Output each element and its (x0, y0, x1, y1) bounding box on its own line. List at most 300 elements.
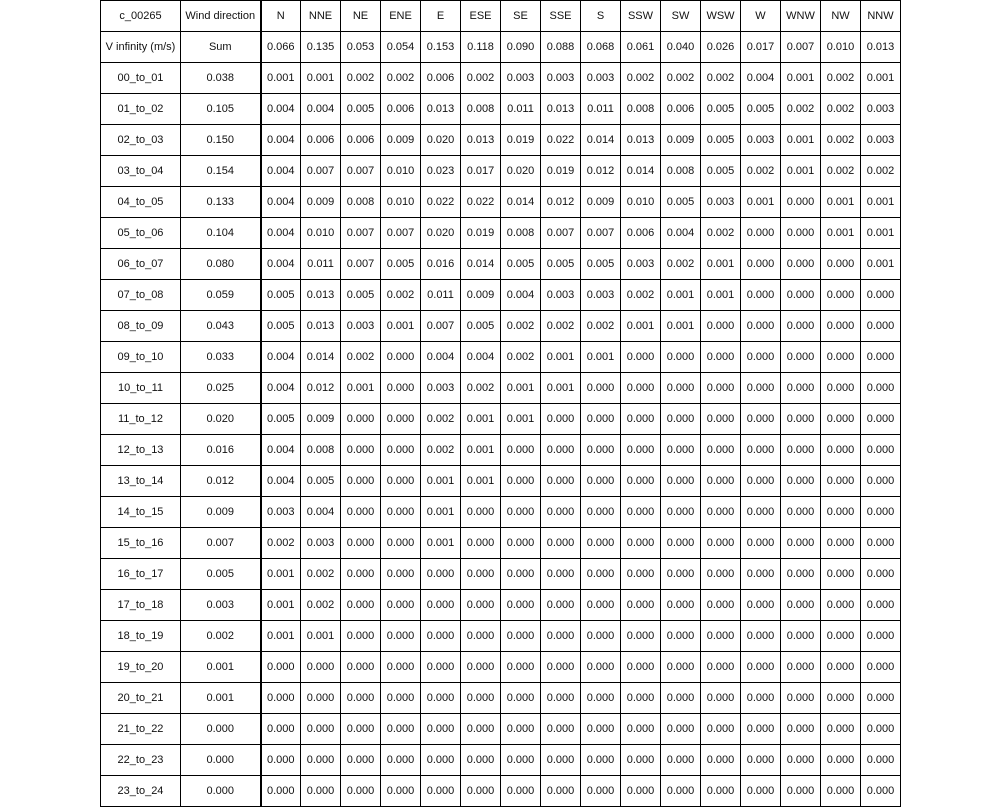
header-row (101, 1, 901, 32)
speed-bin-label: 19_to_20 (101, 652, 181, 683)
value-cell-se: 0.000 (501, 683, 541, 714)
value-cell-nne: 0.008 (301, 435, 341, 466)
value-cell-sse: 0.000 (541, 714, 581, 745)
value-cell-nw: 0.000 (821, 404, 861, 435)
value-cell-n: 0.005 (261, 311, 301, 342)
value-cell-s: 0.012 (581, 156, 621, 187)
value-cell-se: 0.001 (501, 373, 541, 404)
value-cell-ssw: 0.014 (621, 156, 661, 187)
value-cell-sw: 0.002 (661, 249, 701, 280)
value-cell-ssw: 0.000 (621, 404, 661, 435)
table-row (101, 776, 901, 807)
value-cell-sse: 0.000 (541, 497, 581, 528)
value-cell-sse: 0.012 (541, 187, 581, 218)
value-cell-ne: 0.007 (341, 156, 381, 187)
row-sum: 0.007 (181, 528, 261, 559)
value-cell-ese: 0.017 (461, 156, 501, 187)
value-cell-ssw: 0.000 (621, 683, 661, 714)
value-cell-e: 0.001 (421, 466, 461, 497)
value-cell-sse: 0.000 (541, 466, 581, 497)
value-cell-se: 0.000 (501, 776, 541, 807)
value-cell-ssw: 0.006 (621, 218, 661, 249)
value-cell-wnw: 0.000 (781, 776, 821, 807)
speed-bin-label: 23_to_24 (101, 776, 181, 807)
value-cell-nw: 0.000 (821, 528, 861, 559)
value-cell-sse: 0.005 (541, 249, 581, 280)
value-cell-sse: 0.003 (541, 63, 581, 94)
value-cell-s: 0.000 (581, 714, 621, 745)
value-cell-se: 0.005 (501, 249, 541, 280)
value-cell-sw: 0.000 (661, 776, 701, 807)
value-cell-nne: 0.013 (301, 311, 341, 342)
value-cell-sse: 0.000 (541, 745, 581, 776)
value-cell-w: 0.000 (741, 714, 781, 745)
value-cell-se: 0.000 (501, 435, 541, 466)
value-cell-ssw: 0.000 (621, 590, 661, 621)
value-cell-wsw: 0.000 (701, 590, 741, 621)
value-cell-e: 0.023 (421, 156, 461, 187)
value-cell-nnw: 0.001 (861, 249, 901, 280)
value-cell-sw: 0.000 (661, 590, 701, 621)
value-cell-sse: 0.022 (541, 125, 581, 156)
value-cell-ne: 0.000 (341, 776, 381, 807)
value-cell-sse: 0.002 (541, 311, 581, 342)
value-cell-wsw: 0.000 (701, 528, 741, 559)
value-cell-s: 0.000 (581, 652, 621, 683)
value-cell-e: 0.000 (421, 776, 461, 807)
table-row (101, 280, 901, 311)
direction-label-ne: NE (341, 1, 381, 32)
value-cell-e: 0.011 (421, 280, 461, 311)
value-cell-wnw: 0.000 (781, 590, 821, 621)
value-cell-w: 0.005 (741, 94, 781, 125)
value-cell-ese: 0.014 (461, 249, 501, 280)
value-cell-wsw: 0.005 (701, 156, 741, 187)
direction-label-s: S (581, 1, 621, 32)
value-cell-ne: 0.000 (341, 528, 381, 559)
value-cell-s: 0.000 (581, 497, 621, 528)
value-cell-wnw: 0.000 (781, 528, 821, 559)
value-cell-sw: 0.000 (661, 652, 701, 683)
row-sum: 0.033 (181, 342, 261, 373)
value-cell-nw: 0.000 (821, 652, 861, 683)
direction-total-wsw: 0.026 (701, 32, 741, 63)
value-cell-nnw: 0.000 (861, 311, 901, 342)
value-cell-nnw: 0.000 (861, 404, 901, 435)
speed-bin-label: 07_to_08 (101, 280, 181, 311)
direction-label-nnw: NNW (861, 1, 901, 32)
value-cell-nne: 0.002 (301, 559, 341, 590)
value-cell-n: 0.004 (261, 187, 301, 218)
value-cell-ne: 0.000 (341, 435, 381, 466)
value-cell-s: 0.000 (581, 404, 621, 435)
value-cell-e: 0.001 (421, 497, 461, 528)
direction-label-ene: ENE (381, 1, 421, 32)
value-cell-ne: 0.000 (341, 683, 381, 714)
value-cell-wnw: 0.000 (781, 249, 821, 280)
value-cell-wsw: 0.003 (701, 187, 741, 218)
value-cell-wnw: 0.000 (781, 404, 821, 435)
table-row (101, 404, 901, 435)
value-cell-e: 0.002 (421, 435, 461, 466)
speed-bin-label: 14_to_15 (101, 497, 181, 528)
value-cell-e: 0.002 (421, 404, 461, 435)
speed-bin-label: 18_to_19 (101, 621, 181, 652)
value-cell-wnw: 0.000 (781, 497, 821, 528)
value-cell-nw: 0.000 (821, 590, 861, 621)
row-sum: 0.003 (181, 590, 261, 621)
row-sum: 0.002 (181, 621, 261, 652)
direction-total-nw: 0.010 (821, 32, 861, 63)
value-cell-wsw: 0.001 (701, 280, 741, 311)
value-cell-sse: 0.001 (541, 373, 581, 404)
value-cell-n: 0.004 (261, 466, 301, 497)
direction-label-wnw: WNW (781, 1, 821, 32)
value-cell-nw: 0.000 (821, 466, 861, 497)
value-cell-ssw: 0.008 (621, 94, 661, 125)
speed-bin-label: 16_to_17 (101, 559, 181, 590)
value-cell-wnw: 0.000 (781, 559, 821, 590)
value-cell-ene: 0.010 (381, 187, 421, 218)
value-cell-se: 0.003 (501, 63, 541, 94)
value-cell-e: 0.000 (421, 745, 461, 776)
value-cell-sw: 0.000 (661, 745, 701, 776)
table-row (101, 187, 901, 218)
row-sum: 0.001 (181, 652, 261, 683)
value-cell-wsw: 0.002 (701, 218, 741, 249)
value-cell-s: 0.000 (581, 776, 621, 807)
value-cell-nne: 0.000 (301, 714, 341, 745)
value-cell-ese: 0.008 (461, 94, 501, 125)
value-cell-s: 0.014 (581, 125, 621, 156)
direction-total-se: 0.090 (501, 32, 541, 63)
value-cell-ese: 0.000 (461, 497, 501, 528)
value-cell-sw: 0.002 (661, 63, 701, 94)
value-cell-wsw: 0.000 (701, 652, 741, 683)
direction-total-nne: 0.135 (301, 32, 341, 63)
value-cell-wsw: 0.000 (701, 435, 741, 466)
speed-bin-label: 20_to_21 (101, 683, 181, 714)
value-cell-wsw: 0.000 (701, 745, 741, 776)
value-cell-nne: 0.007 (301, 156, 341, 187)
value-cell-nnw: 0.002 (861, 156, 901, 187)
corner-label: c_00265 (101, 1, 181, 32)
value-cell-ene: 0.000 (381, 683, 421, 714)
value-cell-ssw: 0.000 (621, 776, 661, 807)
value-cell-ene: 0.005 (381, 249, 421, 280)
value-cell-w: 0.000 (741, 776, 781, 807)
value-cell-wsw: 0.000 (701, 373, 741, 404)
value-cell-se: 0.019 (501, 125, 541, 156)
table-row (101, 373, 901, 404)
speed-bin-label: 09_to_10 (101, 342, 181, 373)
row-sum: 0.016 (181, 435, 261, 466)
value-cell-sse: 0.003 (541, 280, 581, 311)
value-cell-wnw: 0.000 (781, 373, 821, 404)
speed-bin-label: 21_to_22 (101, 714, 181, 745)
value-cell-s: 0.009 (581, 187, 621, 218)
value-cell-ssw: 0.002 (621, 280, 661, 311)
value-cell-ne: 0.000 (341, 590, 381, 621)
direction-total-e: 0.153 (421, 32, 461, 63)
value-cell-e: 0.013 (421, 94, 461, 125)
value-cell-nne: 0.001 (301, 621, 341, 652)
value-cell-wsw: 0.000 (701, 776, 741, 807)
row-sum: 0.001 (181, 683, 261, 714)
table-row (101, 745, 901, 776)
table-row (101, 652, 901, 683)
value-cell-sw: 0.000 (661, 559, 701, 590)
value-cell-nnw: 0.000 (861, 776, 901, 807)
value-cell-wnw: 0.000 (781, 435, 821, 466)
value-cell-sse: 0.000 (541, 559, 581, 590)
value-cell-ne: 0.003 (341, 311, 381, 342)
value-cell-e: 0.006 (421, 63, 461, 94)
row-sum: 0.080 (181, 249, 261, 280)
direction-total-ese: 0.118 (461, 32, 501, 63)
direction-label-e: E (421, 1, 461, 32)
value-cell-e: 0.000 (421, 590, 461, 621)
value-cell-nnw: 0.000 (861, 373, 901, 404)
value-cell-w: 0.000 (741, 683, 781, 714)
value-cell-ese: 0.000 (461, 528, 501, 559)
value-cell-nw: 0.000 (821, 559, 861, 590)
value-cell-sw: 0.000 (661, 404, 701, 435)
value-cell-nw: 0.000 (821, 776, 861, 807)
value-cell-ssw: 0.000 (621, 435, 661, 466)
value-cell-wsw: 0.005 (701, 125, 741, 156)
value-cell-ene: 0.002 (381, 280, 421, 311)
value-cell-e: 0.020 (421, 218, 461, 249)
value-cell-wsw: 0.000 (701, 342, 741, 373)
row-sum: 0.005 (181, 559, 261, 590)
value-cell-nw: 0.000 (821, 280, 861, 311)
value-cell-w: 0.000 (741, 218, 781, 249)
value-cell-s: 0.003 (581, 280, 621, 311)
value-cell-ese: 0.009 (461, 280, 501, 311)
value-cell-s: 0.000 (581, 745, 621, 776)
row-sum: 0.000 (181, 776, 261, 807)
direction-total-ene: 0.054 (381, 32, 421, 63)
table-row (101, 249, 901, 280)
value-cell-nne: 0.006 (301, 125, 341, 156)
value-cell-nnw: 0.003 (861, 125, 901, 156)
value-cell-nne: 0.002 (301, 590, 341, 621)
value-cell-nnw: 0.001 (861, 63, 901, 94)
value-cell-ne: 0.008 (341, 187, 381, 218)
direction-label-sse: SSE (541, 1, 581, 32)
value-cell-ese: 0.004 (461, 342, 501, 373)
value-cell-se: 0.008 (501, 218, 541, 249)
value-cell-ne: 0.002 (341, 63, 381, 94)
value-cell-ne: 0.000 (341, 714, 381, 745)
direction-label-ssw: SSW (621, 1, 661, 32)
value-cell-ssw: 0.000 (621, 497, 661, 528)
direction-total-w: 0.017 (741, 32, 781, 63)
value-cell-sse: 0.001 (541, 342, 581, 373)
value-cell-se: 0.011 (501, 94, 541, 125)
table-row (101, 497, 901, 528)
value-cell-w: 0.000 (741, 652, 781, 683)
value-cell-n: 0.000 (261, 683, 301, 714)
value-cell-ene: 0.000 (381, 745, 421, 776)
table-row (101, 218, 901, 249)
value-cell-ne: 0.007 (341, 249, 381, 280)
speed-bin-label: 06_to_07 (101, 249, 181, 280)
value-cell-nw: 0.002 (821, 156, 861, 187)
value-cell-n: 0.001 (261, 63, 301, 94)
value-cell-ese: 0.000 (461, 745, 501, 776)
value-cell-se: 0.000 (501, 497, 541, 528)
value-cell-nne: 0.013 (301, 280, 341, 311)
value-cell-w: 0.000 (741, 559, 781, 590)
value-cell-n: 0.005 (261, 280, 301, 311)
value-cell-e: 0.022 (421, 187, 461, 218)
value-cell-w: 0.000 (741, 249, 781, 280)
value-cell-wnw: 0.000 (781, 218, 821, 249)
value-cell-wsw: 0.000 (701, 621, 741, 652)
value-cell-ene: 0.010 (381, 156, 421, 187)
value-cell-se: 0.000 (501, 714, 541, 745)
value-cell-nne: 0.003 (301, 528, 341, 559)
value-cell-sse: 0.000 (541, 435, 581, 466)
direction-total-ne: 0.053 (341, 32, 381, 63)
direction-label-se: SE (501, 1, 541, 32)
value-cell-w: 0.000 (741, 311, 781, 342)
value-cell-nne: 0.004 (301, 497, 341, 528)
value-cell-s: 0.000 (581, 559, 621, 590)
value-cell-nnw: 0.000 (861, 714, 901, 745)
speed-bin-label: 10_to_11 (101, 373, 181, 404)
value-cell-s: 0.000 (581, 683, 621, 714)
row-sum: 0.000 (181, 745, 261, 776)
value-cell-sse: 0.019 (541, 156, 581, 187)
value-cell-ne: 0.001 (341, 373, 381, 404)
value-cell-e: 0.003 (421, 373, 461, 404)
value-cell-sse: 0.007 (541, 218, 581, 249)
value-cell-nnw: 0.000 (861, 559, 901, 590)
value-cell-ese: 0.013 (461, 125, 501, 156)
value-cell-s: 0.007 (581, 218, 621, 249)
value-cell-ne: 0.000 (341, 652, 381, 683)
value-cell-n: 0.001 (261, 559, 301, 590)
value-cell-e: 0.000 (421, 652, 461, 683)
value-cell-ene: 0.000 (381, 404, 421, 435)
value-cell-sw: 0.001 (661, 280, 701, 311)
value-cell-ese: 0.001 (461, 404, 501, 435)
value-cell-ne: 0.000 (341, 404, 381, 435)
value-cell-wnw: 0.000 (781, 745, 821, 776)
value-cell-nw: 0.000 (821, 497, 861, 528)
value-cell-w: 0.000 (741, 745, 781, 776)
value-cell-wnw: 0.000 (781, 280, 821, 311)
value-cell-sw: 0.005 (661, 187, 701, 218)
value-cell-nnw: 0.000 (861, 590, 901, 621)
value-cell-wsw: 0.000 (701, 404, 741, 435)
value-cell-nw: 0.002 (821, 125, 861, 156)
value-cell-sw: 0.008 (661, 156, 701, 187)
value-cell-e: 0.007 (421, 311, 461, 342)
value-cell-n: 0.004 (261, 373, 301, 404)
value-cell-nw: 0.002 (821, 94, 861, 125)
value-cell-sse: 0.000 (541, 652, 581, 683)
value-cell-wsw: 0.000 (701, 559, 741, 590)
value-cell-ne: 0.005 (341, 94, 381, 125)
speed-bin-label: 00_to_01 (101, 63, 181, 94)
value-cell-se: 0.000 (501, 559, 541, 590)
value-cell-nne: 0.009 (301, 187, 341, 218)
value-cell-w: 0.000 (741, 342, 781, 373)
value-cell-nne: 0.012 (301, 373, 341, 404)
wind-distribution-table (100, 0, 901, 807)
speed-header: V infinity (m/s) (101, 32, 181, 63)
value-cell-w: 0.003 (741, 125, 781, 156)
value-cell-sw: 0.009 (661, 125, 701, 156)
value-cell-nnw: 0.000 (861, 466, 901, 497)
speed-bin-label: 03_to_04 (101, 156, 181, 187)
value-cell-n: 0.004 (261, 342, 301, 373)
value-cell-nw: 0.000 (821, 621, 861, 652)
value-cell-wsw: 0.000 (701, 497, 741, 528)
value-cell-ne: 0.000 (341, 559, 381, 590)
value-cell-w: 0.000 (741, 528, 781, 559)
speed-bin-label: 12_to_13 (101, 435, 181, 466)
direction-total-wnw: 0.007 (781, 32, 821, 63)
table-row (101, 621, 901, 652)
value-cell-nne: 0.009 (301, 404, 341, 435)
value-cell-ssw: 0.000 (621, 373, 661, 404)
direction-label-n: N (261, 1, 301, 32)
value-cell-ese: 0.019 (461, 218, 501, 249)
value-cell-nne: 0.001 (301, 63, 341, 94)
table-row (101, 125, 901, 156)
value-cell-e: 0.020 (421, 125, 461, 156)
value-cell-nw: 0.001 (821, 218, 861, 249)
value-cell-nnw: 0.000 (861, 342, 901, 373)
value-cell-ssw: 0.002 (621, 63, 661, 94)
table-row (101, 94, 901, 125)
value-cell-ssw: 0.000 (621, 652, 661, 683)
value-cell-sse: 0.000 (541, 528, 581, 559)
value-cell-ssw: 0.003 (621, 249, 661, 280)
value-cell-ese: 0.000 (461, 714, 501, 745)
value-cell-ssw: 0.010 (621, 187, 661, 218)
row-sum: 0.020 (181, 404, 261, 435)
value-cell-e: 0.016 (421, 249, 461, 280)
value-cell-nnw: 0.000 (861, 528, 901, 559)
direction-total-sw: 0.040 (661, 32, 701, 63)
value-cell-s: 0.001 (581, 342, 621, 373)
direction-header: Wind direction (181, 1, 261, 32)
value-cell-sw: 0.000 (661, 683, 701, 714)
value-cell-ene: 0.001 (381, 311, 421, 342)
speed-bin-label: 01_to_02 (101, 94, 181, 125)
row-sum: 0.154 (181, 156, 261, 187)
value-cell-ne: 0.005 (341, 280, 381, 311)
value-cell-n: 0.000 (261, 776, 301, 807)
sum-header: Sum (181, 32, 261, 63)
direction-label-nne: NNE (301, 1, 341, 32)
value-cell-ne: 0.002 (341, 342, 381, 373)
value-cell-ene: 0.000 (381, 714, 421, 745)
value-cell-sw: 0.000 (661, 342, 701, 373)
value-cell-ene: 0.000 (381, 466, 421, 497)
value-cell-wnw: 0.000 (781, 714, 821, 745)
value-cell-ssw: 0.000 (621, 714, 661, 745)
table-row (101, 559, 901, 590)
table-row (101, 466, 901, 497)
value-cell-ese: 0.000 (461, 559, 501, 590)
